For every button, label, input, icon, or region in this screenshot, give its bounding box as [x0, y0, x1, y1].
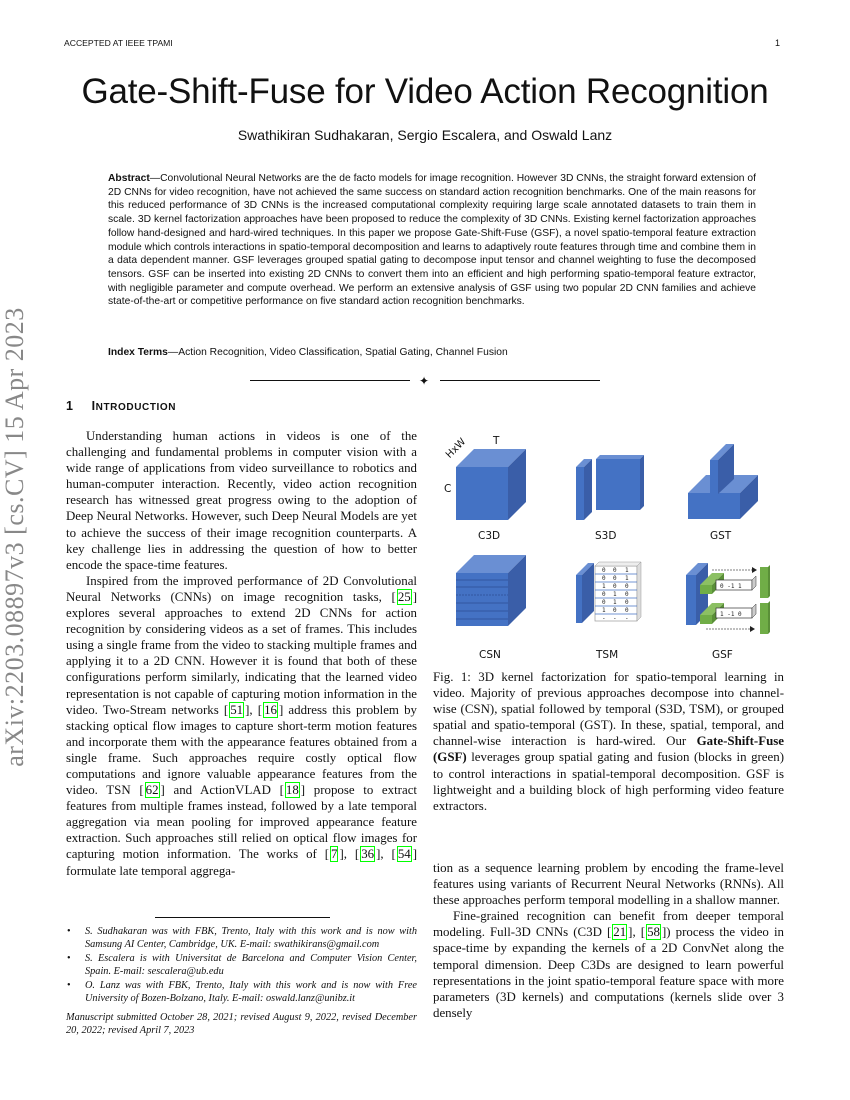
- citation-link[interactable]: 58: [647, 925, 660, 940]
- svg-text:-: -: [625, 615, 629, 622]
- running-head: ACCEPTED AT IEEE TPAMI: [64, 38, 173, 48]
- svg-text:1: 1: [602, 583, 606, 590]
- citation-link[interactable]: 7: [331, 847, 338, 862]
- citation-link[interactable]: 25: [397, 589, 411, 604]
- c3d-block: [456, 449, 526, 520]
- divider-line-right: [440, 380, 600, 381]
- abstract: [108, 172, 756, 309]
- citation-link[interactable]: 16: [264, 702, 277, 717]
- svg-text:0: 0: [613, 583, 617, 590]
- panel-label-c3d: C3D: [478, 530, 501, 542]
- svg-text:0: 0: [602, 599, 606, 606]
- citation-link[interactable]: 36: [361, 847, 375, 862]
- axis-label-hw: HxW: [444, 436, 469, 461]
- left-column: [66, 428, 417, 879]
- citation-link[interactable]: 54: [397, 847, 411, 862]
- page-number: 1: [775, 38, 781, 48]
- svg-text:0: 0: [602, 591, 606, 598]
- svg-text:1: 1: [613, 591, 617, 598]
- right-column: [433, 860, 784, 1021]
- caption-bold: Gate-Shift-Fuse (GSF): [433, 734, 784, 765]
- index-terms-text: —Action Recognition, Video Classification, Spatial Gating, Channel Fusion: [167, 347, 508, 358]
- panel-label-tsm: TSM: [596, 649, 619, 661]
- svg-text:0: 0: [625, 607, 629, 614]
- svg-text:0: 0: [613, 607, 617, 614]
- diamond-icon: ✦: [419, 374, 430, 388]
- paragraph: Fine-grained recognition can benefit from deeper temporal modeling. Full-3D CNNs (C3D [ 21 ], [ 58 ]) process the video in space-time by expanding the kernels of a 2D ConvNet along the temporal dimension. Deep C3Ds are designed to learn powerful representations in the joint spatio-temporal feature space with more parameters (3D kernels) and computations (kernels slide over 3 densely: [433, 909, 784, 1020]
- index-terms: [108, 347, 756, 358]
- citation-link[interactable]: 18: [285, 783, 299, 798]
- svg-text:-: -: [613, 615, 617, 622]
- authors: Swathikiran Sudhakaran, Sergio Escalera, and Oswald Lanz: [237, 127, 613, 143]
- figure-caption: Fig. 1: 3D kernel factorization for spatio-temporal learning in video. Majority of previous approaches decompose into channel-wise (CSN), spatial followed by temporal (S3D, TSM), or grouped spatial and spatio-temporal (GST). In these, spatial, temporal, and channel-wise interaction is hard-wired. Our Gate-Shift-Fuse (GSF) leverages group spatial gating and fusion (blocks in green) to control interactions in spatial-temporal decomposition. GSF is lightweight and a building block of high performing video feature extractors.: [433, 670, 784, 813]
- svg-text:1: 1: [625, 567, 629, 574]
- footnote-item: • S. Escalera is with Universitat de Barcelona and Computer Vision Center, Spain. E-mail: sescalera@ub.edu: [66, 952, 417, 979]
- section-divider: [250, 374, 600, 386]
- svg-text:1: 1: [602, 607, 606, 614]
- divider-line-left: [250, 380, 410, 381]
- paragraph: tion as a sequence learning problem by encoding the frame-level features using variants of Recurrent Neural Networks (RNNs). All these approaches perform temporal modelling in a shallow manner.: [433, 861, 784, 908]
- svg-text:1: 1: [613, 599, 617, 606]
- svg-text:0: 0: [602, 567, 606, 574]
- panel-label-gst: GST: [710, 530, 732, 542]
- paragraph: Inspired from the improved performance of 2D Convolutional Neural Networks (CNNs) on image recognition tasks, [ 25 ] explores several approaches to extend 2D CNNs for action recognition by considering videos as a set of frames. This includes using a single frame from the video to stacking multiple frames and applying it to a 2D CNN. However it is found that both of these configurations perform similarly, indicating that the learned video representation is not capable of capturing motion information in the video. Two-Stream networks [ 51 ], [ 16 ] address this problem by stacking optical flow images to capture short-term motion features and incorporate them with the appearance features obtained from a single frame. Such approaches require costly optical flow computations and ignore valuable appearance features from the video. TSN [ 62 ] and ActionVLAD [ 18 ] propose to extract features from multiple frames instead, followed by a late temporal aggregation via mean pooling for improved appearance feature extraction. Such approaches still relied on optical flow images for capturing motion information. The works of [ 7 ], [ 36 ], [ 54 ] formulate late temporal aggrega-: [66, 573, 418, 878]
- tsm-block: [576, 562, 641, 623]
- svg-text:0: 0: [602, 575, 606, 582]
- svg-text:1: 1: [625, 575, 629, 582]
- svg-text:0: 0: [613, 575, 617, 582]
- abstract-label: Abstract: [108, 173, 150, 184]
- svg-text:0: 0: [613, 567, 617, 574]
- s3d-block: [576, 455, 644, 520]
- section-title-initial: I: [91, 399, 96, 413]
- gsf-block: [686, 563, 770, 634]
- citation-link[interactable]: 51: [230, 702, 244, 717]
- section-heading: [66, 399, 176, 413]
- abstract-text: —Convolutional Neural Networks are the de facto models for image recognition. However 3D CNNs, the straight forward extension of 2D CNNs for video recognition, have not achieved the same success on standard action recognition benchmarks. One of the main reasons for this reduced performance of 3D CNNs is the increased computational complexity requiring large scale annotated datasets to train them in scale. 3D kernel factorization approaches have been proposed to reduce the complexity of 3D CNNs. Existing kernel factorization approaches follow hand-designed and hard-wired techniques. In this paper we propose Gate-Shift-Fuse (GSF), a novel spatio-temporal feature extraction module which controls interactions in spatio-temporal decomposition and learns to adaptively route features through time and combine them in a data dependent manner. GSF leverages grouped spatial gating to decompose input tensor and channel weighting to fuse the decomposed tensors. GSF can be inserted into existing 2D CNNs to convert them into an efficient and high performing spatio-temporal feature extractor, with negligible parameter and compute overhead. We perform an extensive analysis of GSF using two popular 2D CNN families and achieve state-of-the-art or competitive performance on five standard action recognition benchmarks.: [108, 173, 756, 308]
- arxiv-stamp: arXiv:2203.08897v3 [cs.CV] 15 Apr 2023: [0, 307, 29, 767]
- citation-link[interactable]: 21: [613, 925, 627, 940]
- figure-diagram: [432, 425, 788, 665]
- svg-text:-: -: [602, 615, 606, 622]
- svg-text:0: 0: [625, 599, 629, 606]
- paper-title: Gate-Shift-Fuse for Video Action Recognition: [81, 72, 769, 111]
- axis-label-t: T: [493, 435, 500, 447]
- footnote-rule: [155, 917, 330, 918]
- gst-block: [688, 444, 758, 519]
- section-number: 1: [66, 399, 74, 413]
- csn-block: [456, 555, 526, 626]
- figure-1: [432, 425, 788, 665]
- svg-text:0 -1 1: 0 -1 1: [720, 583, 742, 590]
- footnotes: [66, 925, 417, 1005]
- panel-label-s3d: S3D: [595, 530, 617, 542]
- index-terms-label: Index Terms: [108, 347, 168, 358]
- axis-label-c: C: [444, 483, 452, 495]
- panel-label-gsf: GSF: [712, 649, 733, 661]
- panel-label-csn: CSN: [479, 649, 501, 661]
- svg-text:0: 0: [625, 583, 629, 590]
- footnote-item: • O. Lanz was with FBK, Trento, Italy with this work and is now with Free University of Bozen-Bolzano, Italy. E-mail: oswald.lanz@unibz.it: [66, 979, 417, 1006]
- svg-text:0: 0: [625, 591, 629, 598]
- svg-text:1 -1 0: 1 -1 0: [720, 611, 742, 618]
- citation-link[interactable]: 62: [145, 783, 159, 798]
- footnote-item: • S. Sudhakaran was with FBK, Trento, Italy with this work and is now with Samsung AI Center, Cambridge, UK. E-mail: swathikirans@gmail.com: [66, 925, 417, 952]
- manuscript-note: Manuscript submitted October 28, 2021; revised August 9, 2022, revised December 20, 2022; revised April 7, 2023: [66, 1012, 417, 1037]
- paragraph: Understanding human actions in videos is one of the challenging and fundamental problems in computer vision with a wide range of applications from video surveillance to robotics and human-computer interaction. Recently, video action recognition research has witnessed great progress owing to the adoption of Deep Neural Networks. However, such Deep Neural Models are yet to achieve the success of their image recognition counterparts. A key challenge lies in addressing the question of how to better encode the space-time features.: [66, 429, 417, 572]
- section-title-rest: NTRODUCTION: [95, 402, 177, 413]
